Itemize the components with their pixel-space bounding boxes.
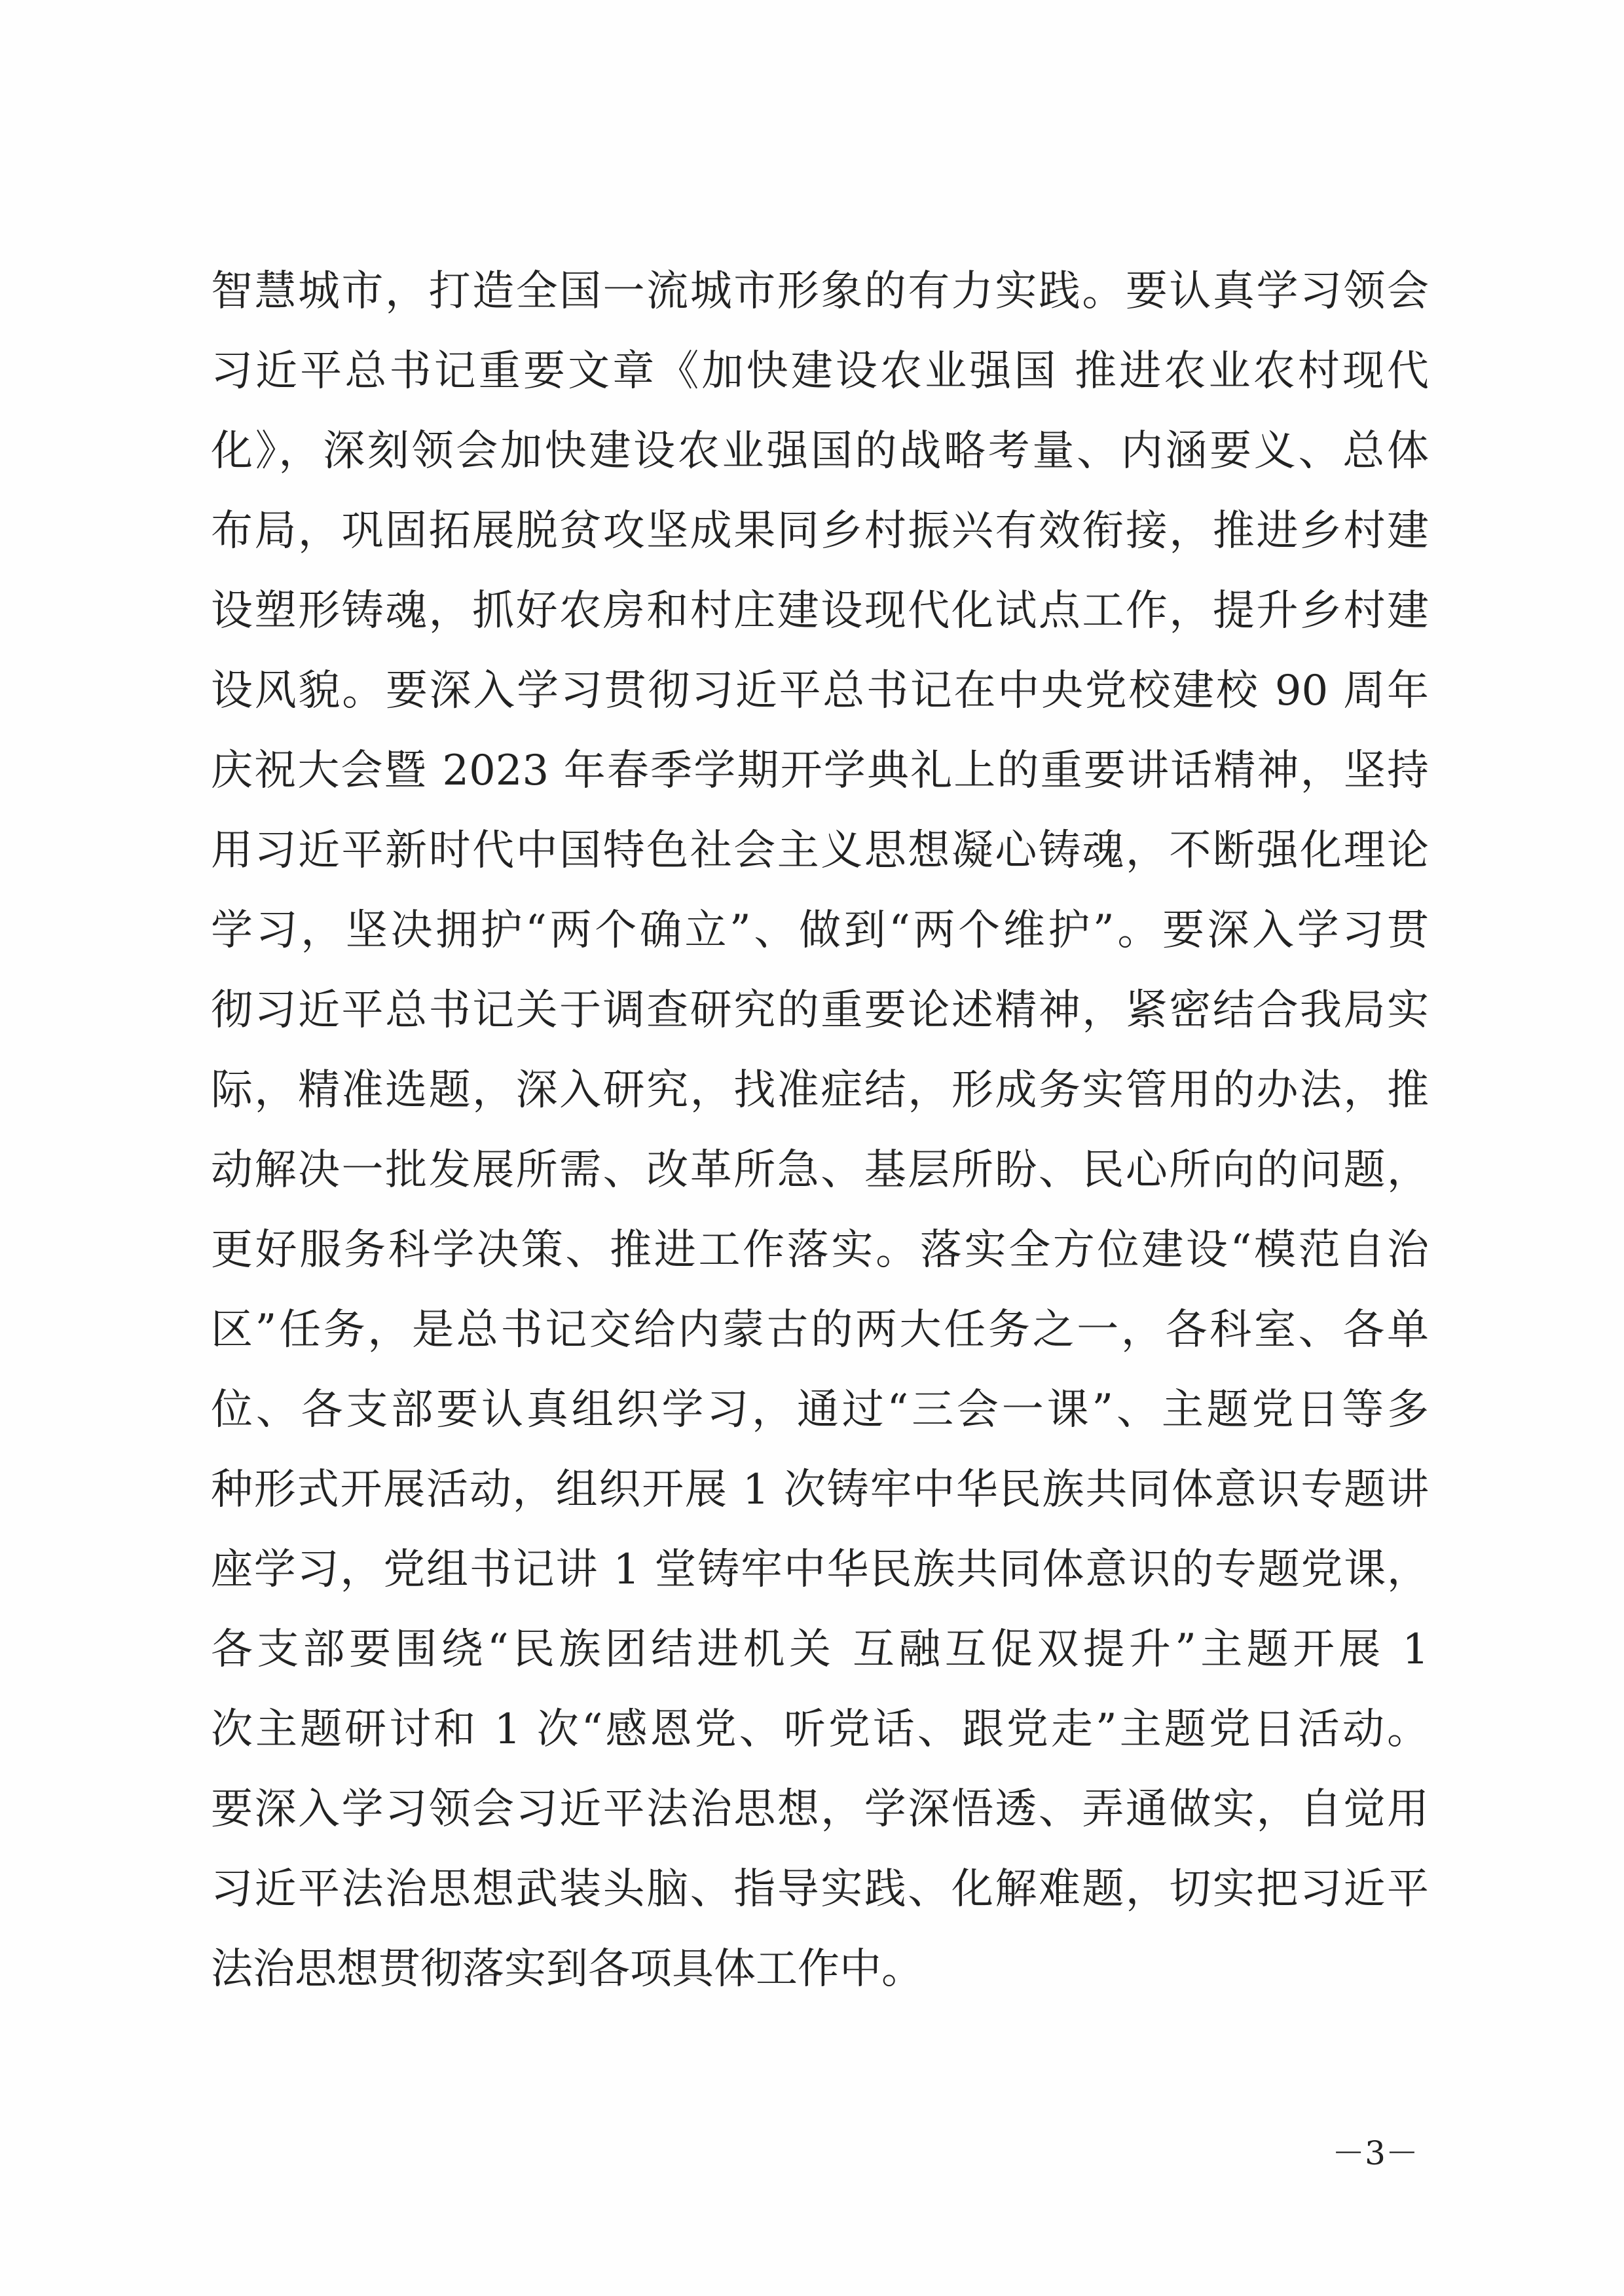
text-line: 法治思想贯彻落实到各项具体工作中。	[211, 1945, 923, 1993]
text-line: 习近平总书记重要文章《加快建设农业强国 推进农业农村现代	[211, 347, 1429, 396]
page-number: －3－	[1332, 2134, 1418, 2172]
text-line: 座学习，党组书记讲 1 堂铸牢中华民族共同体意识的专题党课，	[211, 1546, 1429, 1594]
text-line: 庆祝大会暨 2023 年春季学期开学典礼上的重要讲话精神，坚持	[211, 747, 1429, 795]
text-line: 动解决一批发展所需、改革所急、基层所盼、民心所向的问题，	[211, 1146, 1429, 1194]
text-line: 际，精准选题，深入研究，找准症结，形成务实管用的办法，推	[211, 1066, 1429, 1115]
text-line: 习近平法治思想武装头脑、指导实践、化解难题，切实把习近平	[211, 1865, 1429, 1914]
body-text	[211, 251, 1429, 2009]
text-line: 设塑形铸魂，抓好农房和村庄建设现代化试点工作，提升乡村建	[211, 587, 1429, 635]
text-line: 次主题研讨和 1 次“感恩党、听党话、跟党走”主题党日活动。	[211, 1705, 1429, 1754]
text-line: 学习，坚决拥护“两个确立”、做到“两个维护”。要深入学习贯	[211, 906, 1429, 955]
text-line: 设风貌。要深入学习贯彻习近平总书记在中央党校建校 90 周年	[211, 667, 1429, 715]
text-line: 彻习近平总书记关于调查研究的重要论述精神，紧密结合我局实	[211, 986, 1429, 1035]
text-line: 位、各支部要认真组织学习，通过“三会一课”、主题党日等多	[211, 1386, 1429, 1434]
text-line: 各支部要围绕“民族团结进机关 互融互促双提升”主题开展 1	[211, 1625, 1429, 1674]
text-line: 更好服务科学决策、推进工作落实。落实全方位建设“模范自治	[211, 1226, 1429, 1274]
text-line: 要深入学习领会习近平法治思想，学深悟透、弄通做实，自觉用	[211, 1785, 1429, 1834]
text-line: 种形式开展活动，组织开展 1 次铸牢中华民族共同体意识专题讲	[211, 1466, 1429, 1514]
text-line: 智慧城市，打造全国一流城市形象的有力实践。要认真学习领会	[211, 267, 1429, 316]
text-line: 用习近平新时代中国特色社会主义思想凝心铸魂，不断强化理论	[211, 826, 1429, 875]
text-line: 区”任务，是总书记交给内蒙古的两大任务之一，各科室、各单	[211, 1306, 1429, 1354]
text-line: 化》，深刻领会加快建设农业强国的战略考量、内涵要义、总体	[211, 427, 1429, 475]
text-line: 布局，巩固拓展脱贫攻坚成果同乡村振兴有效衔接，推进乡村建	[211, 507, 1429, 555]
